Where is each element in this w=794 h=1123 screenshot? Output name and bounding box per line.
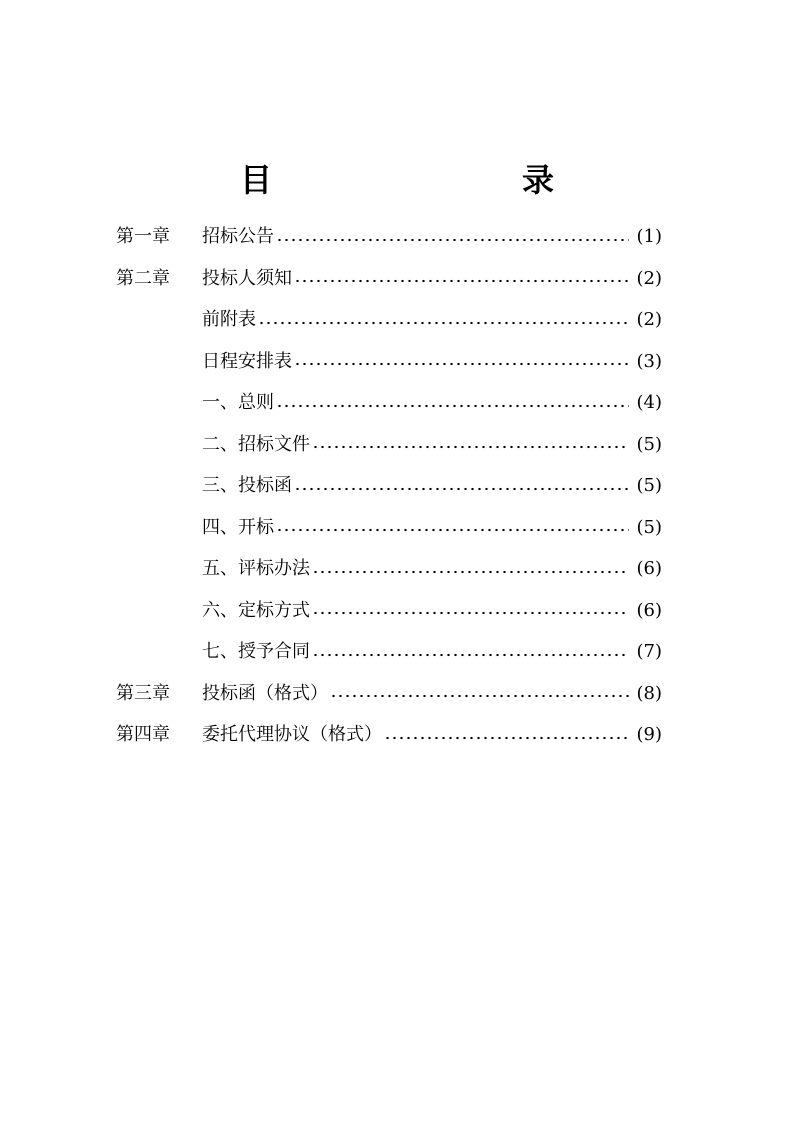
toc-entry-title: 一、总则 (202, 392, 274, 413)
toc-entry-title: 三、投标函 (202, 475, 292, 496)
toc-entry[interactable] (116, 299, 662, 341)
toc-entry[interactable] (116, 258, 662, 300)
toc-page-number: (3) (636, 350, 662, 372)
toc-page-number: (5) (636, 433, 662, 455)
toc-page-number: (2) (636, 267, 662, 289)
table-of-contents (116, 216, 662, 756)
toc-page-number: (1) (636, 226, 662, 247)
toc-entry[interactable] (116, 216, 662, 258)
toc-chapter-label: 第二章 (116, 267, 170, 289)
page-title: 目 录 (239, 161, 616, 199)
toc-entry-title: 六、定标方式 (202, 599, 310, 621)
toc-entry[interactable] (116, 382, 662, 424)
toc-chapter-label: 第三章 (116, 682, 170, 704)
toc-entry[interactable] (116, 590, 662, 632)
toc-entry[interactable] (116, 714, 662, 756)
toc-dot-leader (312, 570, 629, 574)
toc-entry-title: 五、评标办法 (202, 558, 310, 579)
toc-dot-leader (294, 487, 629, 491)
toc-page-number: (9) (636, 724, 662, 745)
toc-dot-leader (258, 321, 629, 325)
toc-dot-leader (330, 694, 629, 698)
toc-entry-title: 招标公告 (202, 226, 274, 247)
toc-entry-title: 投标人须知 (202, 267, 292, 289)
toc-page-number: (4) (636, 392, 662, 413)
toc-entry-title: 日程安排表 (202, 350, 292, 372)
toc-entry[interactable] (116, 631, 662, 673)
toc-dot-leader (384, 736, 629, 740)
toc-dot-leader (276, 528, 629, 532)
toc-page-number: (6) (636, 599, 662, 621)
toc-dot-leader (294, 279, 629, 283)
toc-page-number: (2) (636, 309, 662, 330)
toc-dot-leader (294, 362, 629, 366)
toc-dot-leader (276, 238, 629, 242)
toc-page-number: (6) (636, 558, 662, 579)
toc-dot-leader (312, 445, 629, 449)
toc-page-number: (5) (636, 516, 662, 538)
toc-entry-title: 委托代理协议（格式） (202, 724, 382, 745)
toc-dot-leader (312, 611, 629, 615)
toc-chapter-label: 第一章 (116, 226, 170, 247)
toc-page-number: (5) (636, 475, 662, 496)
toc-dot-leader (312, 653, 629, 657)
toc-entry-title: 二、招标文件 (202, 433, 310, 455)
toc-entry-title: 前附表 (202, 309, 256, 330)
toc-entry[interactable] (116, 548, 662, 590)
toc-entry[interactable] (116, 465, 662, 507)
toc-page-number: (8) (636, 682, 662, 704)
toc-entry[interactable] (116, 341, 662, 383)
toc-entry-title: 七、授予合同 (202, 641, 310, 662)
toc-entry[interactable] (116, 673, 662, 715)
toc-chapter-label: 第四章 (116, 724, 170, 745)
toc-page-number: (7) (636, 641, 662, 662)
toc-entry-title: 四、开标 (202, 516, 274, 538)
toc-dot-leader (276, 404, 629, 408)
toc-entry-title: 投标函（格式） (202, 682, 328, 704)
toc-entry[interactable] (116, 507, 662, 549)
toc-entry[interactable] (116, 424, 662, 466)
